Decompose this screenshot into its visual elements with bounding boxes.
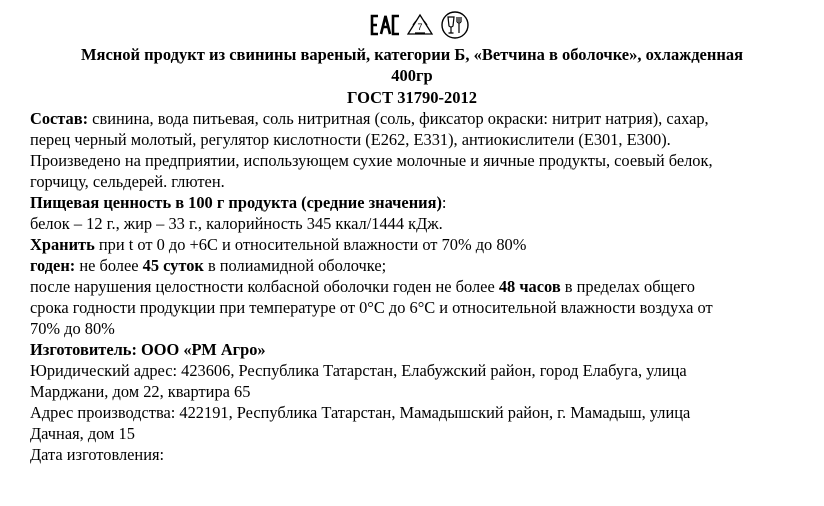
production-address-line1: Адрес производства: 422191, Республика Татарстан, Мамадышский район, г. Мамадыш, улица [30, 403, 691, 422]
recycle-pp-7-icon [406, 13, 434, 37]
composition-label: Состав: [30, 109, 89, 128]
composition-line1: Состав: свинина, вода питьевая, соль нитритная (соль, фиксатор окраски: нитрит натрия), сахар, [30, 109, 709, 128]
legal-address-line1: Юридический адрес: 423606, Республика Татарстан, Елабужский район, город Елабуга, улица [30, 361, 687, 380]
product-title-line1: Мясной продукт из свинины вареный, категории Б, «Ветчина в оболочке», охлажденная [80, 45, 744, 64]
manufacturer-heading [30, 339, 810, 360]
food-safe-glass-fork-icon [440, 10, 470, 40]
after-opening-line3: 70% до 80% [30, 319, 115, 338]
manufacture-date-label: Дата изготовления: [30, 445, 165, 464]
shelf-life: годен: не более 45 суток в полиамидной оболочке; [30, 256, 387, 275]
nutrition-heading: Пищевая ценность в 100 г продукта (средние значения): [30, 193, 447, 212]
eac-mark-icon [370, 13, 400, 37]
composition-line3: Произведено на предприятии, использующем сухие молочные и яичные продукты, соевый белок, [30, 151, 713, 170]
composition-line4: горчицу, сельдерей. глютен. [30, 172, 225, 191]
recycle-number: 7 [417, 22, 423, 32]
nutrition-label: Пищевая ценность в 100 г продукта (средние значения) [30, 193, 442, 212]
production-address-line2: Дачная, дом 15 [30, 424, 135, 443]
shelf-life-label: годен: [30, 256, 76, 275]
product-title [0, 44, 824, 86]
storage-label: Хранить [30, 235, 95, 254]
after-opening-line2: срока годности продукции при температуре от 0°С до 6°С и относительной влажности воздуха от [30, 298, 713, 317]
legal-address-line2: Марджани, дом 22, квартира 65 [30, 382, 251, 401]
certification-icons [370, 10, 470, 40]
storage-conditions: Хранить при t от 0 до +6С и относительной влажности от 70% до 80% [30, 235, 527, 254]
composition-line2: перец черный молотый, регулятор кислотности (Е262, Е331), антиокислители (Е301, Е300). [30, 130, 671, 149]
after-opening-line1: после нарушения целостности колбасной оболочки годен не более 48 часов в пределах общего [30, 277, 695, 296]
shelf-life-days: 45 суток [142, 256, 204, 275]
manufacturer-label: Изготовитель: ООО «РМ Агро» [30, 340, 266, 359]
product-standard: ГОСТ 31790-2012 [347, 88, 477, 107]
product-weight: 400гр [391, 66, 433, 85]
nutrition-values: белок – 12 г., жир – 33 г., калорийность 345 ккал/1444 кДж. [30, 214, 443, 233]
after-opening-hours: 48 часов [498, 277, 561, 296]
label-body [30, 108, 810, 465]
